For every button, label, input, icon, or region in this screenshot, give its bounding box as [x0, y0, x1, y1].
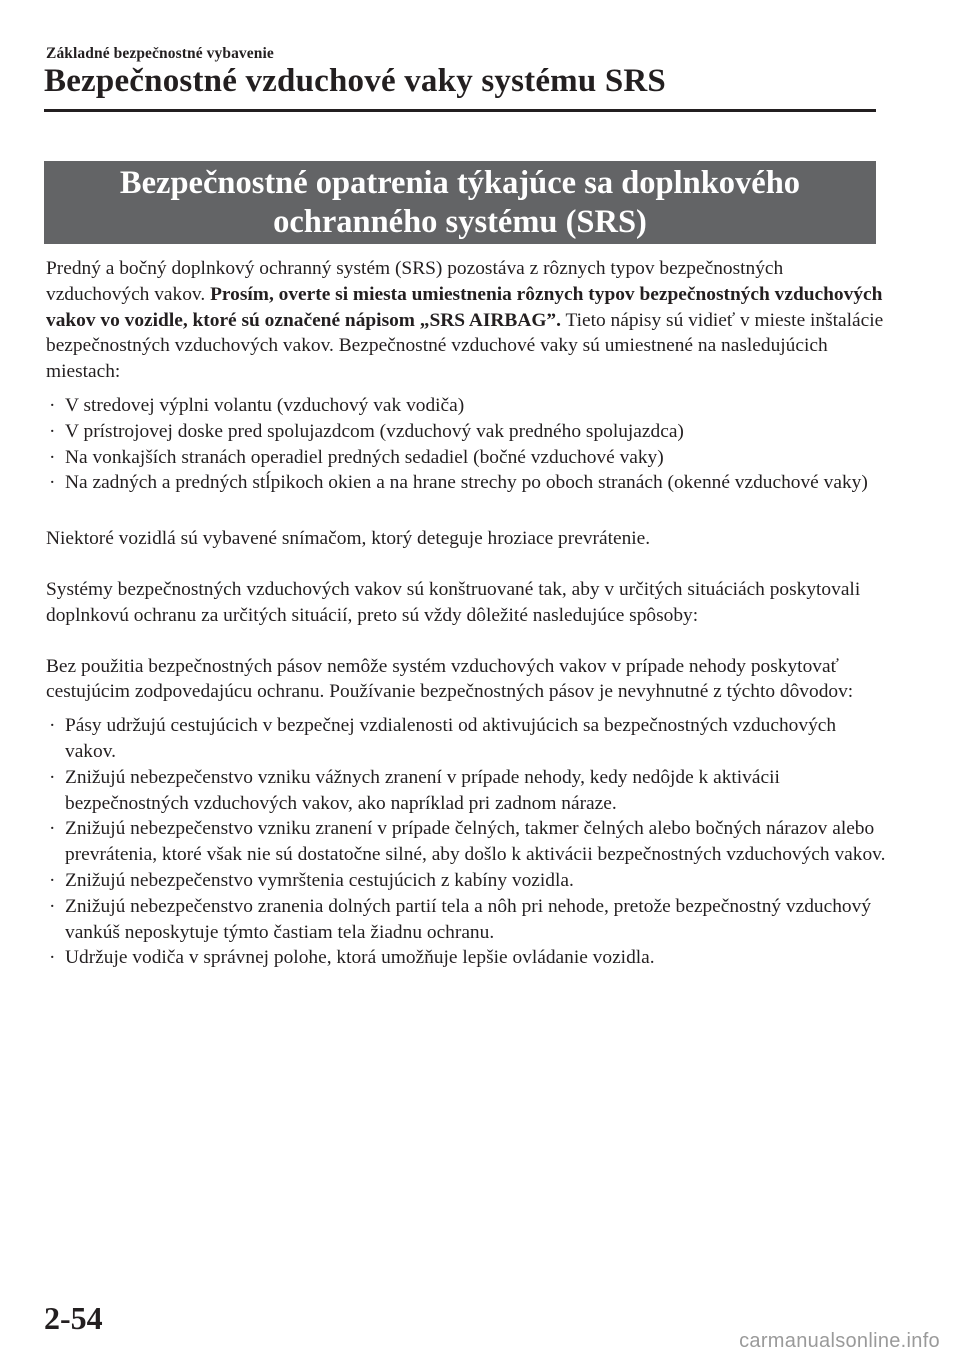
list-item: · V stredovej výplni volantu (vzduchový vak vodiča) [46, 393, 886, 419]
page-number: 2-54 [44, 1300, 103, 1336]
seatbelt-reasons-list [46, 713, 886, 971]
bullet-icon: · [49, 895, 56, 917]
list-item: · Na vonkajších stranách operadiel predných sedadiel (bočné vzduchové vaky) [46, 445, 886, 471]
intro-paragraph [46, 256, 886, 385]
list-item: · V prístrojovej doske pred spolujazdcom (vzduchový vak predného spolujazdca) [46, 419, 886, 445]
bullet-icon: · [49, 869, 56, 891]
breadcrumb: Základné bezpečnostné vybavenie [46, 45, 274, 62]
list-item: · Udržuje vodiča v správnej polohe, ktorá umožňuje lepšie ovládanie vozidla. [46, 945, 886, 971]
intro-text-2: Tieto nápisy sú vidieť v mieste inštalácie bezpečnostných vzduchových vakov. Bezpečnostné vzduchové vaky sú umiestnené na nasledujúcich miestach: [46, 309, 884, 383]
list-item: · Znižujú nebezpečenstvo zranenia dolných partií tela a nôh pri nehode, pretože bezpečnostný vzduchový vankúš neposkytuje týmto častiam tela žiadnu ochranu. [49, 895, 872, 943]
list-item: · Pásy udržujú cestujúcich v bezpečnej vzdialenosti od aktivujúcich sa bezpečnostných vzduchových vakov. [49, 715, 837, 762]
bullet-icon: · [49, 947, 56, 969]
rollover-sensor-paragraph: Niektoré vozidlá sú vybavené snímačom, ktorý deteguje hroziace prevrátenie. [46, 528, 651, 550]
intro-text-1: Predný a bočný doplnkový ochranný systém (SRS) pozostáva z rôznych typov bezpečnostných vzduchových vakov. [46, 258, 784, 305]
list-item: · Znižujú nebezpečenstvo vymrštenia cestujúcich z kabíny vozidla. [46, 868, 886, 894]
bullet-icon: · [49, 394, 56, 416]
watermark: carmanualsonline.info [739, 1330, 940, 1352]
page-title: Bezpečnostné vzduchové vaky systému SRS [44, 63, 666, 99]
bullet-icon: · [49, 472, 56, 494]
bullet-icon: · [49, 818, 56, 840]
systems-paragraph: Systémy bezpečnostných vzduchových vakov sú konštruované tak, aby v určitých situáciách poskytovali doplnkovú ochranu za určitých situácií, preto sú vždy dôležité nasledujúce spôsoby: [46, 578, 861, 626]
section-heading-line-1: Bezpečnostné opatrenia týkajúce sa doplnkového [119, 164, 801, 201]
list-item: · Znižujú nebezpečenstvo vzniku vážnych zranení v prípade nehody, kedy nedôjde k aktivácii bezpečnostných vzduchových vakov, ako napríklad pri zadnom náraze. [49, 766, 780, 814]
bullet-icon: · [49, 420, 56, 442]
bullet-icon: · [49, 766, 56, 788]
list-item: · Na zadných a predných stĺpikoch okien a na hrane strechy po oboch stranách (okenné vzduchové vaky) [46, 470, 886, 496]
section-heading-line-2: ochranného systému (SRS) [273, 203, 647, 240]
bullet-icon: · [49, 715, 56, 737]
title-divider [44, 109, 876, 112]
airbag-locations-list [46, 393, 886, 496]
seatbelt-paragraph: Bez použitia bezpečnostných pásov nemôže systém vzduchových vakov v prípade nehody poskytovať cestujúcim zodpovedajúcu ochranu. Používanie bezpečnostných pásov je nevyhnutné z týchto dôvodov: [46, 655, 854, 703]
section-heading-box [44, 161, 876, 244]
list-item: · Znižujú nebezpečenstvo vzniku zranení v prípade čelných, takmer čelných alebo bočných nárazov alebo prevrátenia, ktoré však nie sú dostatočne silné, aby došlo k aktivácii bezpečnostných vzduchových vakov. [49, 818, 886, 866]
intro-emphasis: Prosím, overte si miesta umiestnenia rôznych typov bezpečnostných vzduchových vakov vo vozidle, ktoré sú označené nápisom „SRS AIRBAG”. [46, 283, 883, 331]
bullet-icon: · [49, 446, 56, 468]
body-content [46, 256, 886, 971]
